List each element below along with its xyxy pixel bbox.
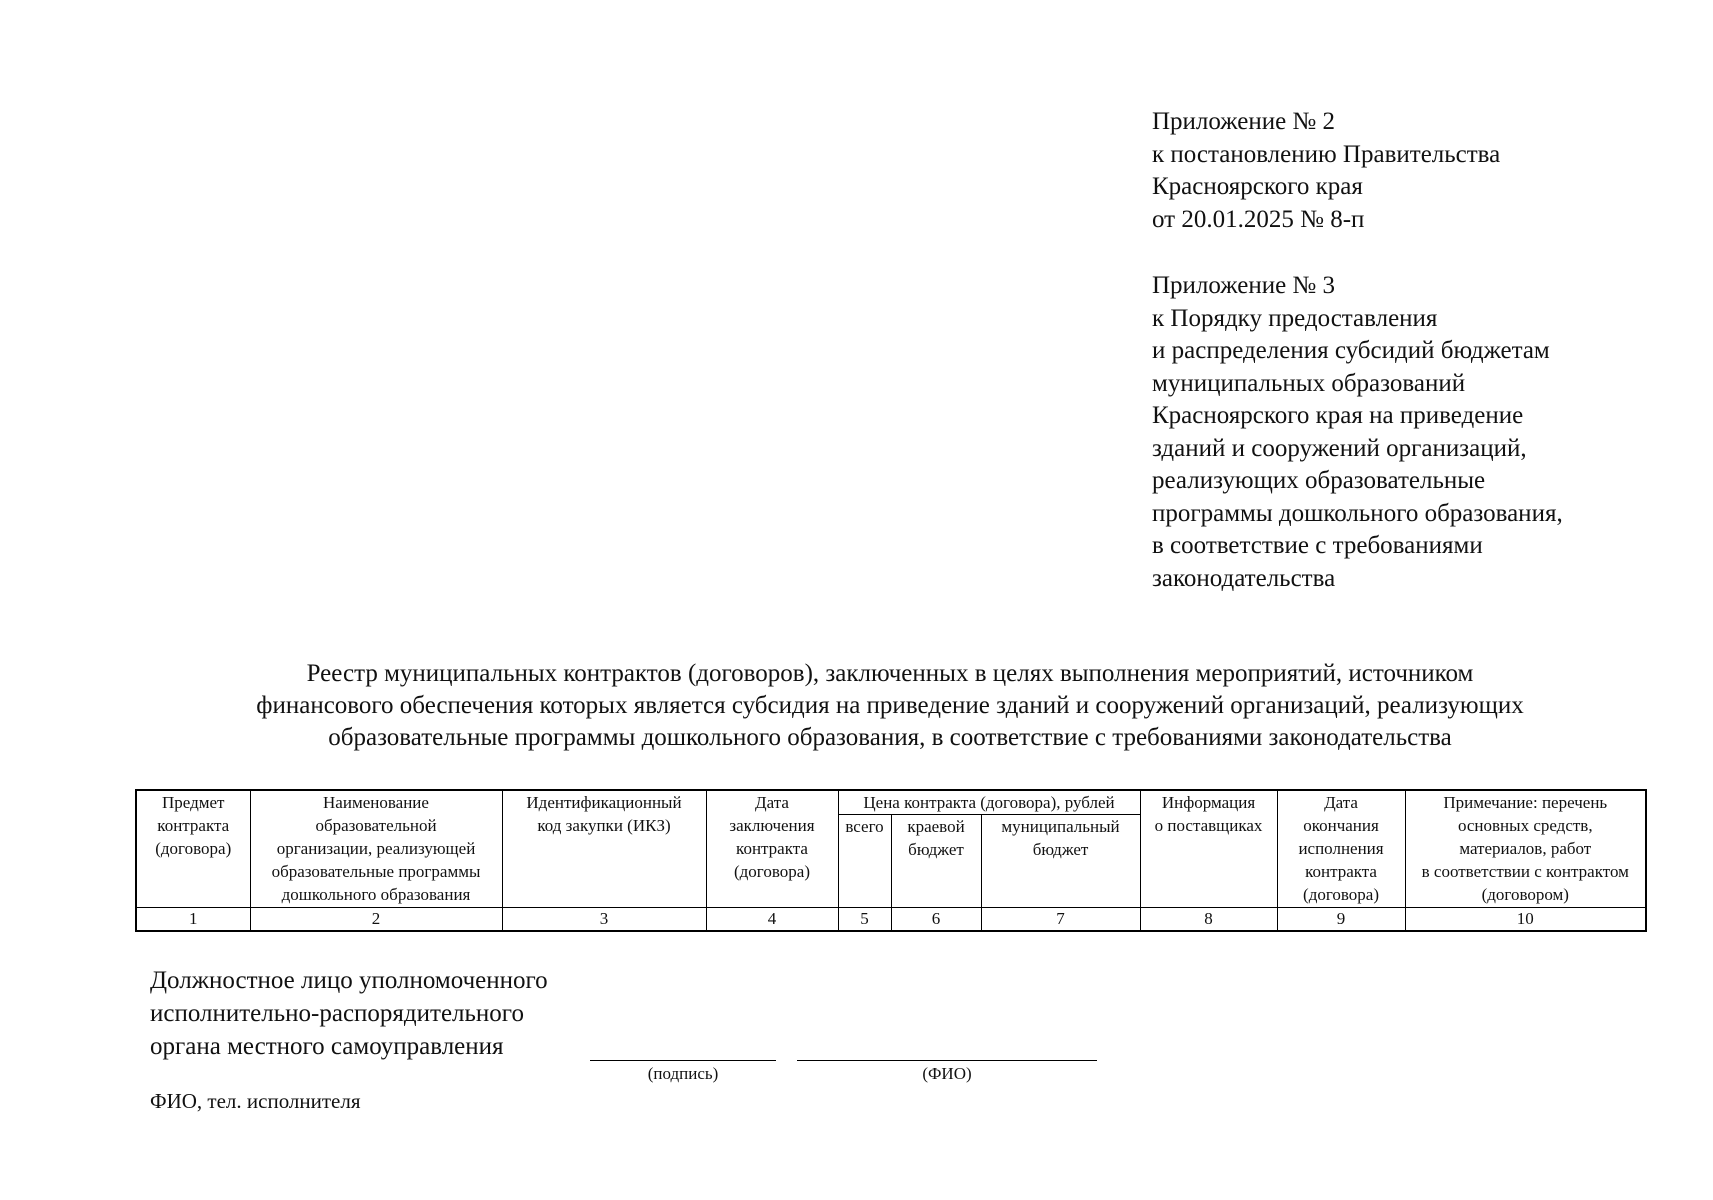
signature-line <box>590 1060 776 1061</box>
column-number: 2 <box>250 908 502 932</box>
registry-title-line: Реестр муниципальных контрактов (договоров), заключенных в целях выполнения мероприятий, источником <box>306 660 1474 687</box>
annex-3-line: программы дошкольного образования, <box>1152 499 1563 527</box>
annex-3-line: Красноярского края на приведение <box>1152 402 1524 429</box>
header-organization: Наименование образовательной организации, реализующей образовательные программы дошкольного образования <box>250 790 502 908</box>
annex-2-header <box>1152 106 1500 236</box>
annex-3-line: Приложение № 3 <box>1152 272 1336 299</box>
column-number: 8 <box>1140 908 1277 932</box>
column-number: 5 <box>838 908 891 932</box>
column-number: 10 <box>1405 908 1646 932</box>
column-number: 6 <box>891 908 981 932</box>
official-label <box>150 964 548 1063</box>
official-label-line: Должностное лицо уполномоченного <box>150 967 548 994</box>
header-purchase-code: Идентификационный код закупки (ИКЗ) <box>502 790 706 908</box>
header-end-date: Дата окончания исполнения контракта (договора) <box>1277 790 1405 908</box>
table-row <box>136 908 1646 932</box>
annex-3-header <box>1152 270 1563 595</box>
header-municipal-budget: муниципальный бюджет <box>981 815 1140 908</box>
registry-title-line: финансового обеспечения которых является субсидия на приведение зданий и сооружений организаций, реализующих <box>256 692 1524 719</box>
annex-3-line: реализующих образовательные <box>1152 467 1486 494</box>
header-regional-budget: краевой бюджет <box>891 815 981 908</box>
annex-3-line: зданий и сооружений организаций, <box>1152 434 1527 462</box>
annex-2-line: Приложение № 2 <box>1152 108 1336 135</box>
registry-table <box>135 789 1647 932</box>
header-price-group: Цена контракта (договора), рублей <box>838 790 1140 815</box>
executor-label: ФИО, тел. исполнителя <box>150 1089 361 1113</box>
annex-2-line: от 20.01.2025 № 8-п <box>1152 205 1365 233</box>
registry-title-line: образовательные программы дошкольного образования, в соответствие с требованиями законодательства <box>328 724 1452 751</box>
name-line <box>797 1060 1097 1061</box>
annex-3-line: в соответствие с требованиями <box>1152 532 1483 559</box>
name-caption: (ФИО) <box>922 1064 972 1083</box>
official-label-line: исполнительно-распорядительного <box>150 1000 524 1027</box>
table-header-row <box>136 790 1646 815</box>
annex-3-line: и распределения субсидий бюджетам <box>1152 337 1550 364</box>
header-note: Примечание: перечень основных средств, материалов, работ в соответствии с контрактом (договором) <box>1405 790 1646 908</box>
column-number: 9 <box>1277 908 1405 932</box>
annex-2-line: к постановлению Правительства <box>1152 140 1501 168</box>
header-suppliers: Информация о поставщиках <box>1140 790 1277 908</box>
annex-3-line: муниципальных образований <box>1152 369 1466 397</box>
official-label-line: органа местного самоуправления <box>150 1033 504 1060</box>
column-number: 7 <box>981 908 1140 932</box>
header-subject: Предмет контракта (договора) <box>136 790 250 908</box>
registry-title <box>120 658 1660 754</box>
column-number: 1 <box>136 908 250 932</box>
column-number: 3 <box>502 908 706 932</box>
annex-3-line: законодательства <box>1152 564 1336 592</box>
column-number: 4 <box>706 908 838 932</box>
annex-2-line: Красноярского края <box>1152 173 1363 200</box>
header-total: всего <box>838 815 891 908</box>
annex-3-line: к Порядку предоставления <box>1152 304 1438 332</box>
header-contract-date: Дата заключения контракта (договора) <box>706 790 838 908</box>
signature-caption: (подпись) <box>647 1064 719 1083</box>
